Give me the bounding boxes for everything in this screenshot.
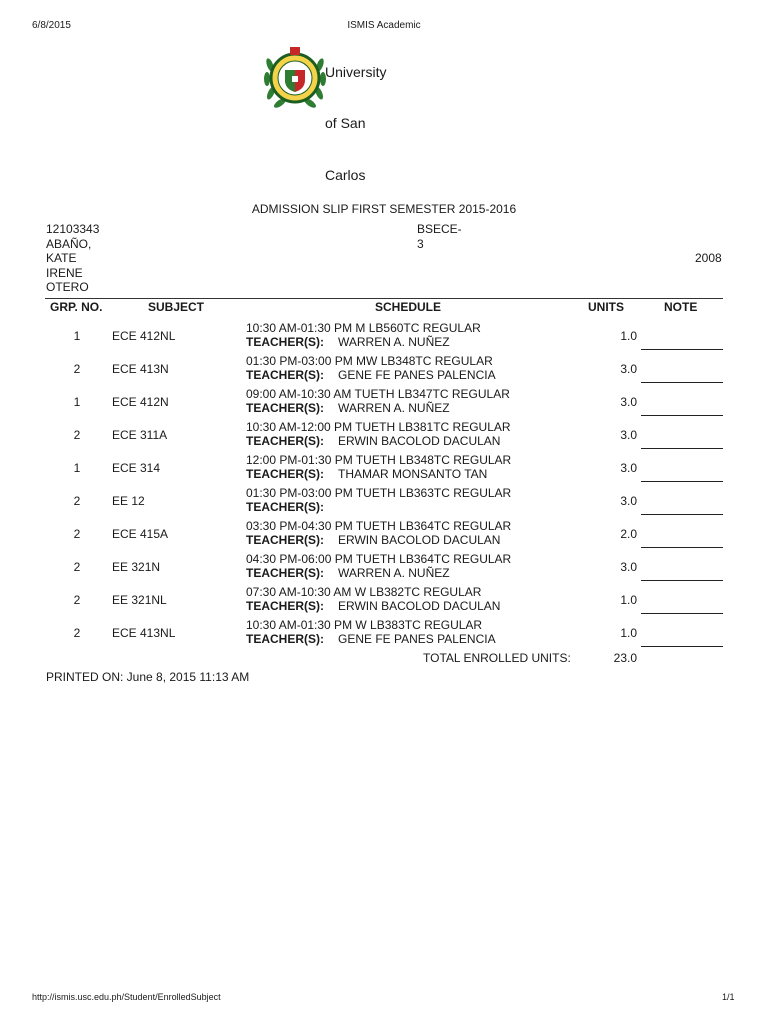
admission-slip-title: ADMISSION SLIP FIRST SEMESTER 2015-2016 [251, 202, 517, 216]
row-subject: ECE 412N [112, 395, 169, 409]
page-title: ISMIS Academic [347, 20, 421, 31]
row-units: 3.0 [620, 395, 637, 409]
row-grp-no: 2 [73, 428, 81, 442]
table-row [0, 517, 768, 550]
row-teacher-name: ERWIN BACOLOD DACULAN [338, 599, 501, 613]
row-subject: EE 321NL [112, 593, 167, 607]
row-teacher-label: TEACHER(S): [246, 434, 324, 448]
row-note-line [641, 547, 723, 548]
row-schedule: 07:30 AM-10:30 AM W LB382TC REGULAR [246, 585, 482, 599]
student-name-2: KATE [46, 251, 77, 265]
row-note-line [641, 580, 723, 581]
row-subject: ECE 412NL [112, 329, 176, 343]
row-schedule: 10:30 AM-12:00 PM TUETH LB381TC REGULAR [246, 420, 511, 434]
row-teacher-name: WARREN A. NUÑEZ [338, 566, 450, 580]
row-grp-no: 2 [73, 362, 81, 376]
row-subject: ECE 413N [112, 362, 169, 376]
row-teacher-label: TEACHER(S): [246, 500, 324, 514]
row-units: 1.0 [620, 593, 637, 607]
row-units: 3.0 [620, 362, 637, 376]
row-units: 1.0 [620, 626, 637, 640]
student-name-4: OTERO [46, 280, 89, 294]
table-row [0, 550, 768, 583]
row-schedule: 10:30 AM-01:30 PM M LB560TC REGULAR [246, 321, 481, 335]
row-note-line [641, 514, 723, 515]
page-url: http://ismis.usc.edu.ph/Student/EnrolledSubject [32, 992, 221, 1002]
student-info [46, 222, 99, 295]
row-teacher-label: TEACHER(S): [246, 533, 324, 547]
row-grp-no: 2 [73, 626, 81, 640]
header-grp-no: GRP. NO. [50, 300, 103, 314]
row-grp-no: 2 [73, 494, 81, 508]
university-seal-logo [264, 43, 326, 111]
table-row [0, 418, 768, 451]
row-units: 3.0 [620, 494, 637, 508]
row-schedule: 12:00 PM-01:30 PM TUETH LB348TC REGULAR [246, 453, 512, 467]
row-note-line [641, 613, 723, 614]
course-line-1: BSECE- [417, 222, 462, 236]
row-note-line [641, 448, 723, 449]
row-schedule: 09:00 AM-10:30 AM TUETH LB347TC REGULAR [246, 387, 510, 401]
row-subject: ECE 311A [112, 428, 168, 442]
table-row [0, 484, 768, 517]
row-teacher-line [246, 566, 450, 580]
total-units-label: TOTAL ENROLLED UNITS: [423, 651, 571, 665]
row-teacher-line [246, 401, 450, 415]
row-grp-no: 1 [73, 329, 81, 343]
student-course [417, 222, 462, 251]
row-units: 3.0 [620, 461, 637, 475]
total-units-value: 23.0 [613, 651, 637, 665]
header-note: NOTE [664, 300, 698, 314]
row-teacher-line [246, 335, 450, 349]
row-subject: ECE 415A [112, 527, 169, 541]
header-subject: SUBJECT [148, 300, 205, 314]
row-units: 1.0 [620, 329, 637, 343]
row-teacher-line [246, 500, 338, 514]
row-units: 3.0 [620, 560, 637, 574]
row-teacher-name: ERWIN BACOLOD DACULAN [338, 434, 501, 448]
row-grp-no: 1 [73, 395, 81, 409]
student-id: 12103343 [46, 222, 100, 236]
row-units: 2.0 [620, 527, 637, 541]
table-row [0, 319, 768, 352]
row-teacher-label: TEACHER(S): [246, 335, 324, 349]
row-teacher-label: TEACHER(S): [246, 632, 324, 646]
table-row [0, 385, 768, 418]
row-subject: EE 321N [112, 560, 161, 574]
row-subject: ECE 413NL [112, 626, 176, 640]
row-teacher-line [246, 467, 487, 481]
row-teacher-name: GENE FE PANES PALENCIA [338, 368, 496, 382]
row-schedule: 04:30 PM-06:00 PM TUETH LB364TC REGULAR [246, 552, 512, 566]
table-row [0, 451, 768, 484]
row-teacher-line [246, 599, 500, 613]
row-note-line [641, 415, 723, 416]
row-subject: ECE 314 [112, 461, 161, 475]
row-teacher-label: TEACHER(S): [246, 401, 324, 415]
header-units: UNITS [588, 300, 624, 314]
row-note-line [641, 646, 723, 647]
row-teacher-line [246, 368, 496, 382]
table-row [0, 583, 768, 616]
table-top-rule [45, 298, 723, 299]
printed-on: PRINTED ON: June 8, 2015 11:13 AM [46, 670, 250, 684]
row-teacher-line [246, 533, 500, 547]
row-teacher-line [246, 632, 496, 646]
row-schedule: 01:30 PM-03:00 PM TUETH LB363TC REGULAR [246, 486, 512, 500]
row-teacher-label: TEACHER(S): [246, 467, 324, 481]
university-name-line-3: Carlos [325, 167, 366, 183]
university-name-line-1: University [325, 64, 387, 80]
row-schedule: 10:30 AM-01:30 PM W LB383TC REGULAR [246, 618, 483, 632]
row-grp-no: 2 [73, 560, 81, 574]
row-teacher-name: ERWIN BACOLOD DACULAN [338, 533, 501, 547]
row-grp-no: 2 [73, 593, 81, 607]
student-name-1: ABAÑO, [46, 236, 92, 251]
student-year: 2008 [695, 251, 722, 265]
row-grp-no: 1 [73, 461, 81, 475]
row-note-line [641, 349, 723, 350]
row-teacher-name: GENE FE PANES PALENCIA [338, 632, 496, 646]
row-note-line [641, 481, 723, 482]
row-teacher-label: TEACHER(S): [246, 566, 324, 580]
row-teacher-label: TEACHER(S): [246, 368, 324, 382]
row-teacher-line [246, 434, 500, 448]
row-teacher-name: WARREN A. NUÑEZ [338, 335, 450, 349]
course-line-2: 3 [417, 236, 424, 251]
row-teacher-name: THAMAR MONSANTO TAN [338, 467, 488, 481]
row-subject: EE 12 [112, 494, 145, 508]
row-grp-no: 2 [73, 527, 81, 541]
university-name-line-2: of San [325, 115, 366, 131]
row-schedule: 03:30 PM-04:30 PM TUETH LB364TC REGULAR [246, 519, 512, 533]
row-teacher-label: TEACHER(S): [246, 599, 324, 613]
row-schedule: 01:30 PM-03:00 PM MW LB348TC REGULAR [246, 354, 493, 368]
table-row [0, 352, 768, 385]
page-number: 1/1 [722, 992, 735, 1002]
row-units: 3.0 [620, 428, 637, 442]
row-teacher-name: WARREN A. NUÑEZ [338, 401, 450, 415]
header-schedule: SCHEDULE [375, 300, 442, 314]
student-name-3: IRENE [46, 265, 83, 280]
row-note-line [641, 382, 723, 383]
print-date: 6/8/2015 [32, 20, 71, 31]
table-row [0, 616, 768, 649]
